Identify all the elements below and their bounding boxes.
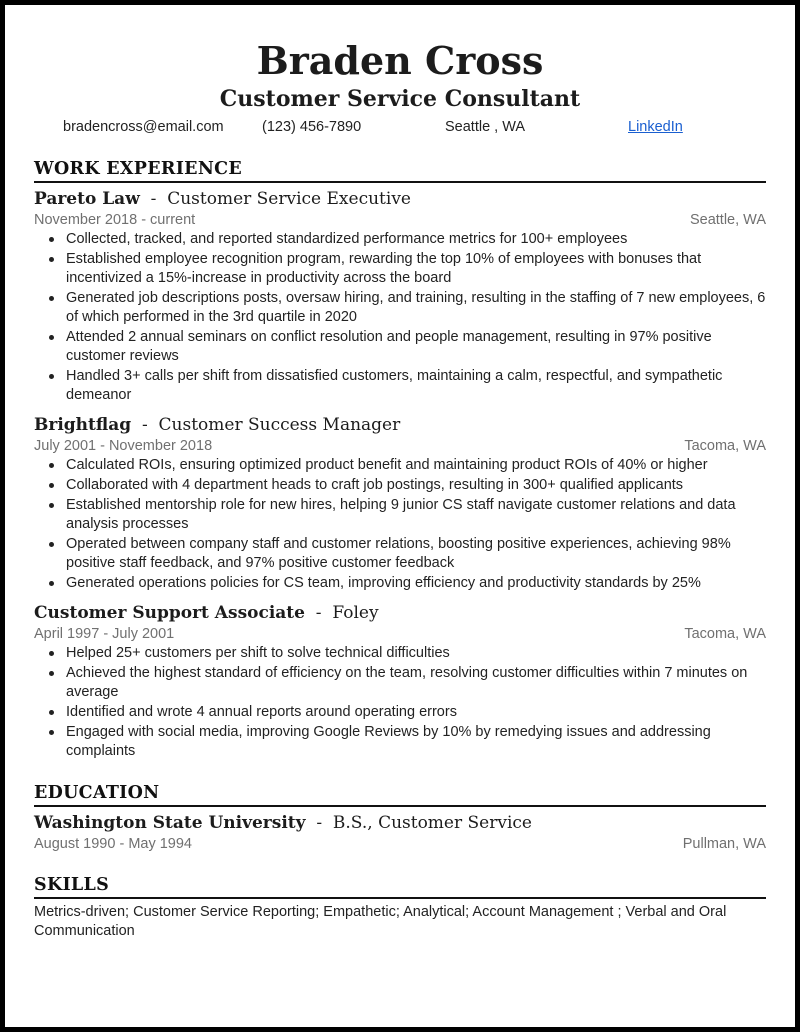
bullet-item: Attended 2 annual seminars on conflict resolution and people management, resulting in 97% positive customer reviews — [66, 328, 766, 366]
job-header — [34, 602, 766, 624]
job-separator: - — [136, 415, 154, 435]
job-location: Seattle, WA — [689, 212, 766, 228]
skills-list: Metrics-driven; Customer Service Reporting; Empathetic; Analytical; Account Management ; Verbal and Oral Communication — [34, 904, 727, 939]
bullet-item: Handled 3+ calls per shift from dissatisfied customers, maintaining a calm, respectful, and sympathetic demeanor — [66, 367, 766, 405]
education-dates: August 1990 - May 1994 — [34, 836, 192, 852]
job-separator: - — [310, 603, 327, 623]
linkedin-link[interactable]: LinkedIn — [628, 119, 683, 135]
job-dates: April 1997 - July 2001 — [34, 626, 175, 642]
education-meta — [34, 834, 766, 854]
bullet-item: Engaged with social media, improving Google Reviews by 10% by remedying issues and addressing complaints — [66, 723, 766, 761]
job-org: Brightflag — [34, 415, 132, 435]
job-header — [34, 414, 766, 436]
bullet-item: Calculated ROIs, ensuring optimized product benefit and maintaining product ROIs of 40% or higher — [66, 456, 766, 475]
job-role: Foley — [332, 603, 379, 623]
contact-row — [34, 119, 766, 139]
education-school: Washington State University — [34, 813, 306, 833]
contact-location: Seattle , WA — [445, 119, 526, 135]
education-location: Pullman, WA — [682, 836, 766, 852]
job-bullets — [34, 644, 766, 761]
job-bullets — [34, 456, 766, 593]
bullet-item: Generated operations policies for CS team, improving efficiency and productivity standards by 25% — [66, 574, 766, 593]
section-heading-education: EDUCATION — [34, 782, 766, 807]
job-meta — [34, 436, 766, 456]
bullet-item: Collected, tracked, and reported standardized performance metrics for 100+ employees — [66, 230, 766, 249]
bullet-item: Helped 25+ customers per shift to solve technical difficulties — [66, 644, 766, 663]
bullet-item: Established employee recognition program, rewarding the top 10% of employees with bonuses that incentivized a 15%-increase in productivity across the board — [66, 250, 766, 288]
job-meta — [34, 624, 766, 644]
education-degree: B.S., — [332, 813, 373, 833]
education-separator: - — [310, 813, 328, 833]
contact-email: bradencross@email.com — [63, 119, 224, 135]
bullet-item: Collaborated with 4 department heads to craft job postings, resulting in 300+ qualified applicants — [66, 476, 766, 495]
bullet-item: Established mentorship role for new hires, helping 9 junior CS staff navigate customer relations and data analysis processes — [66, 496, 766, 534]
job-org: Customer Support Associate — [34, 603, 305, 623]
job-dates: July 2001 - November 2018 — [34, 438, 213, 454]
bullet-item: Operated between company staff and customer relations, boosting positive experiences, achieving 98% positive staff feedback, and 97% positive customer feedback — [66, 535, 766, 573]
job-entry — [34, 602, 766, 761]
job-entry — [34, 414, 766, 593]
job-location: Tacoma, WA — [684, 626, 766, 642]
education-field: Customer Service — [378, 813, 532, 833]
job-separator: - — [145, 189, 162, 209]
job-bullets — [34, 230, 766, 405]
candidate-title: Customer Service Consultant — [219, 86, 581, 112]
job-location: Tacoma, WA — [684, 438, 766, 454]
job-dates: November 2018 - current — [34, 212, 196, 228]
contact-phone: (123) 456-7890 — [262, 119, 362, 135]
bullet-item: Generated job descriptions posts, oversaw hiring, and training, resulting in the staffing of 7 new employees, 6 of which performed in the 3rd quartile in 2020 — [66, 290, 766, 325]
job-entry — [34, 188, 766, 405]
resume-page — [5, 5, 795, 1027]
section-heading-skills: SKILLS — [34, 874, 766, 899]
job-role: Customer Success Manager — [158, 415, 401, 435]
job-meta — [34, 210, 766, 230]
education-header — [34, 812, 766, 834]
bullet-item: Achieved the highest standard of efficiency on the team, resolving customer difficulties within 7 minutes on average — [66, 664, 766, 702]
bullet-item: Identified and wrote 4 annual reports around operating errors — [66, 703, 766, 722]
candidate-name: Braden Cross — [256, 38, 544, 83]
section-heading-work: WORK EXPERIENCE — [34, 158, 766, 183]
job-header — [34, 188, 766, 210]
job-role: Customer Service Executive — [167, 189, 411, 209]
education-entry — [34, 812, 766, 854]
job-org: Pareto Law — [34, 189, 140, 209]
